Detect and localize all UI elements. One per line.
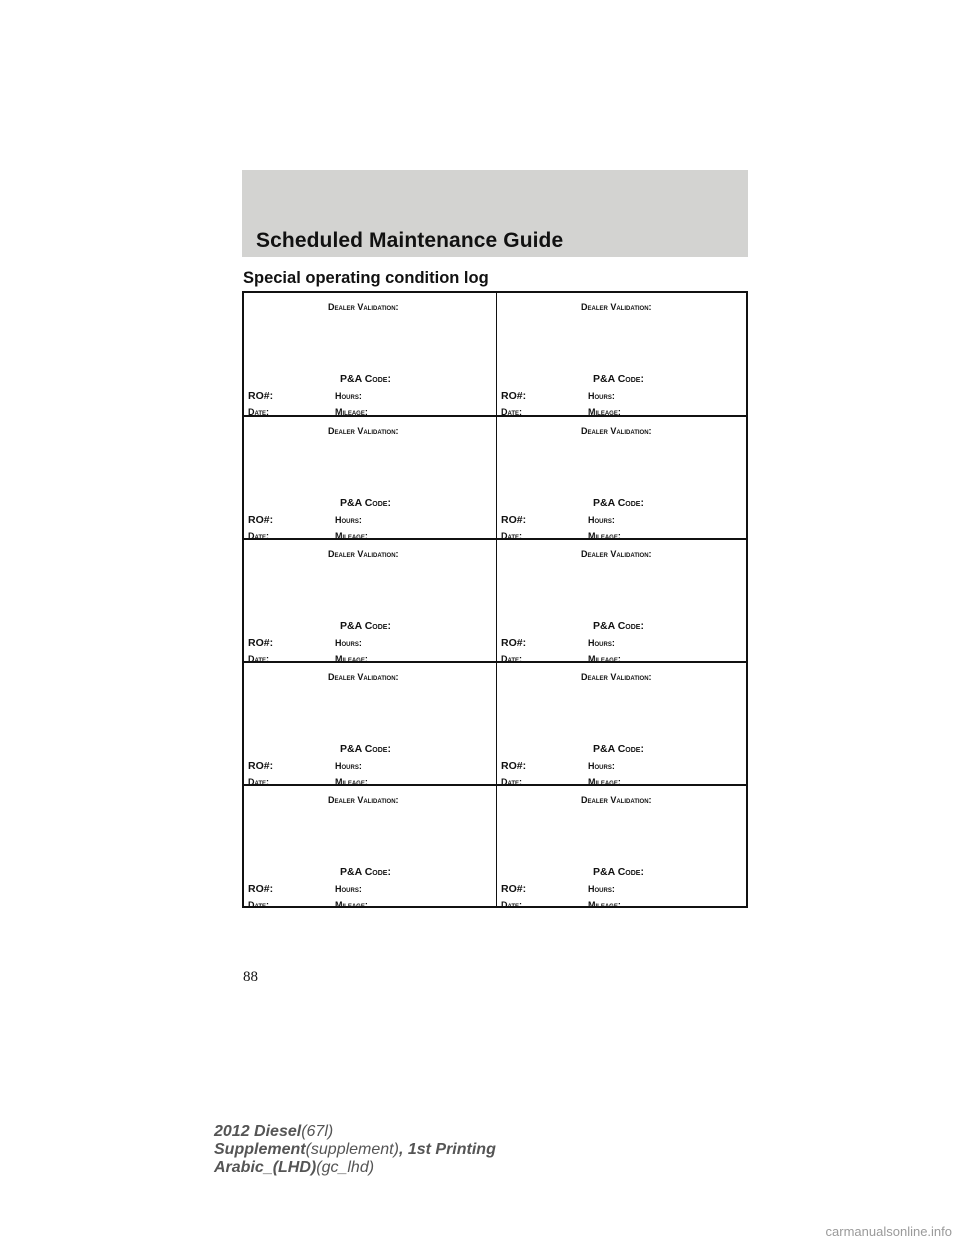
date-label: Date: <box>501 900 523 910</box>
hours-label: Hours: <box>588 884 615 894</box>
pa-code-label: P&A Code: <box>593 373 644 385</box>
dealer-validation-label: Dealer Validation: <box>328 795 399 805</box>
ro-label: RO#: <box>501 514 527 526</box>
footer-line-1 <box>214 1123 496 1141</box>
log-cell <box>244 293 497 417</box>
hours-label: Hours: <box>588 515 615 525</box>
log-cell <box>244 663 497 786</box>
hours-label: Hours: <box>335 515 362 525</box>
pa-code-label: P&A Code: <box>340 620 391 632</box>
mileage-label: Mileage: <box>335 900 368 910</box>
mileage-label: Mileage: <box>588 407 621 417</box>
mileage-label: Mileage: <box>588 531 621 541</box>
date-label: Date: <box>248 654 270 664</box>
header-band <box>242 170 748 257</box>
footer-doc-code: (supplement) <box>305 1141 399 1158</box>
ro-label: RO#: <box>248 390 274 402</box>
pa-code-label: P&A Code: <box>340 497 391 509</box>
log-cell <box>497 417 748 540</box>
hours-label: Hours: <box>335 761 362 771</box>
dealer-validation-label: Dealer Validation: <box>581 426 652 436</box>
footer-line-3 <box>214 1159 496 1177</box>
pa-code-label: P&A Code: <box>593 866 644 878</box>
section-title: Special operating condition log <box>243 269 489 287</box>
pa-code-label: P&A Code: <box>593 743 644 755</box>
date-label: Date: <box>501 407 523 417</box>
mileage-label: Mileage: <box>588 900 621 910</box>
print-footer <box>214 1123 496 1177</box>
footer-market: Arabic_(LHD) <box>214 1159 317 1176</box>
log-cell <box>244 417 497 540</box>
ro-label: RO#: <box>248 883 274 895</box>
dealer-validation-label: Dealer Validation: <box>328 426 399 436</box>
log-cell <box>244 786 497 910</box>
dealer-validation-label: Dealer Validation: <box>328 549 399 559</box>
footer-printing: , 1st Printing <box>398 1141 496 1158</box>
hours-label: Hours: <box>335 884 362 894</box>
pa-code-label: P&A Code: <box>593 620 644 632</box>
footer-model-code: (67l) <box>301 1123 334 1140</box>
date-label: Date: <box>248 407 270 417</box>
date-label: Date: <box>501 531 523 541</box>
page-number: 88 <box>243 969 258 985</box>
dealer-validation-label: Dealer Validation: <box>328 302 399 312</box>
mileage-label: Mileage: <box>588 777 621 787</box>
footer-model: 2012 Diesel <box>214 1123 302 1140</box>
log-cell <box>497 786 748 910</box>
page-header-title: Scheduled Maintenance Guide <box>256 229 564 252</box>
log-table <box>242 291 748 908</box>
pa-code-label: P&A Code: <box>593 497 644 509</box>
log-cell <box>244 540 497 663</box>
hours-label: Hours: <box>335 391 362 401</box>
hours-label: Hours: <box>588 638 615 648</box>
footer-doc-type: Supplement <box>214 1141 306 1158</box>
hours-label: Hours: <box>588 391 615 401</box>
log-cell <box>497 293 748 417</box>
ro-label: RO#: <box>248 637 274 649</box>
dealer-validation-label: Dealer Validation: <box>581 795 652 805</box>
footer-market-code: (gc_lhd) <box>316 1159 375 1176</box>
footer-line-2 <box>214 1141 496 1159</box>
hours-label: Hours: <box>335 638 362 648</box>
mileage-label: Mileage: <box>335 531 368 541</box>
date-label: Date: <box>248 777 270 787</box>
mileage-label: Mileage: <box>335 407 368 417</box>
pa-code-label: P&A Code: <box>340 373 391 385</box>
mileage-label: Mileage: <box>588 654 621 664</box>
hours-label: Hours: <box>588 761 615 771</box>
date-label: Date: <box>501 654 523 664</box>
dealer-validation-label: Dealer Validation: <box>581 672 652 682</box>
dealer-validation-label: Dealer Validation: <box>581 302 652 312</box>
ro-label: RO#: <box>501 760 527 772</box>
pa-code-label: P&A Code: <box>340 866 391 878</box>
watermark: carmanualsonline.info <box>825 1224 952 1239</box>
log-cell <box>497 663 748 786</box>
ro-label: RO#: <box>501 390 527 402</box>
ro-label: RO#: <box>501 637 527 649</box>
pa-code-label: P&A Code: <box>340 743 391 755</box>
ro-label: RO#: <box>501 883 527 895</box>
mileage-label: Mileage: <box>335 777 368 787</box>
ro-label: RO#: <box>248 760 274 772</box>
date-label: Date: <box>248 531 270 541</box>
date-label: Date: <box>501 777 523 787</box>
mileage-label: Mileage: <box>335 654 368 664</box>
date-label: Date: <box>248 900 270 910</box>
log-cell <box>497 540 748 663</box>
dealer-validation-label: Dealer Validation: <box>328 672 399 682</box>
dealer-validation-label: Dealer Validation: <box>581 549 652 559</box>
ro-label: RO#: <box>248 514 274 526</box>
